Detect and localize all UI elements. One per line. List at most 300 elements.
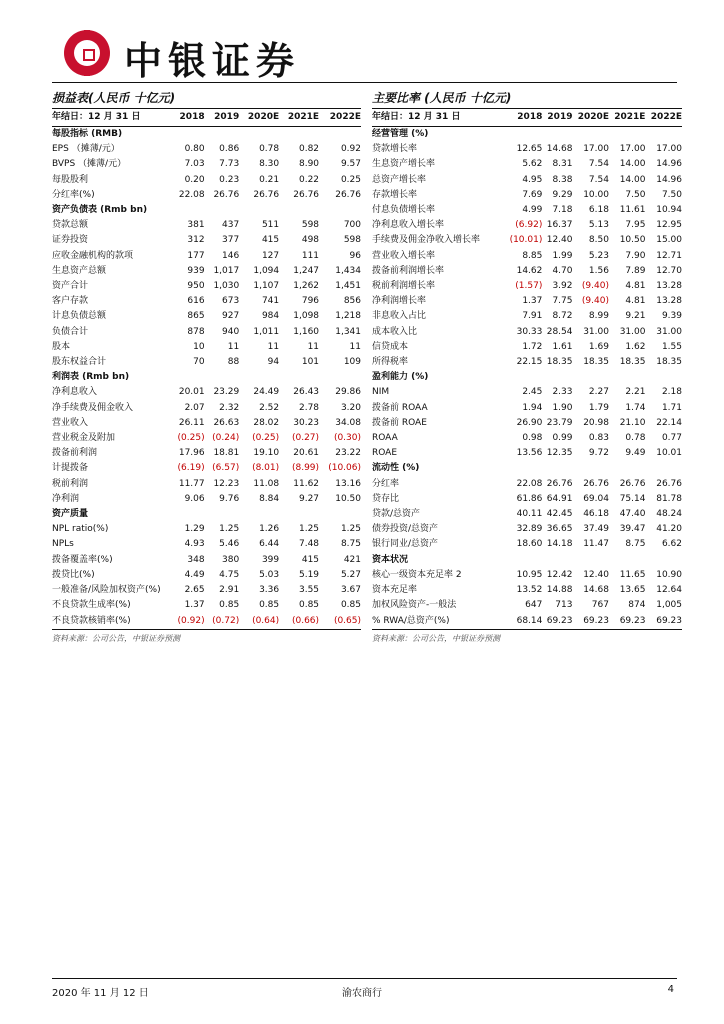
- value-cell: 7.50: [661, 189, 682, 200]
- value-cell: 10.90: [656, 569, 682, 580]
- value-cell: 26.76: [583, 478, 609, 489]
- value-cell: 18.35: [619, 357, 646, 368]
- table-row: [372, 173, 682, 188]
- value-cell: 4.70: [552, 265, 573, 276]
- value-cell: 69.23: [572, 614, 608, 630]
- value-cell: 8.75: [625, 539, 646, 550]
- header-divider: [52, 82, 677, 83]
- value-cell: 8.72: [552, 311, 573, 322]
- row-label: 计提拨备: [52, 463, 89, 474]
- table-row: [52, 401, 361, 416]
- value-cell: 1.25: [340, 524, 361, 535]
- value-cell: 381: [187, 220, 205, 231]
- value-cell: 10.95: [516, 569, 543, 580]
- value-cell: 1.25: [298, 524, 320, 535]
- value-cell: 20.01: [178, 387, 205, 398]
- table-row: [372, 340, 682, 355]
- section-header-row: [372, 461, 682, 476]
- table-row: [372, 233, 682, 248]
- value-cell: 111: [301, 250, 320, 261]
- page-number: 4: [667, 984, 674, 995]
- value-cell: 10.00: [583, 189, 609, 200]
- value-cell: 39.47: [619, 524, 646, 535]
- value-cell: 1,451: [335, 281, 361, 292]
- value-cell: 1.90: [552, 402, 573, 413]
- value-cell: 11.47: [583, 539, 609, 550]
- value-cell: 421: [343, 554, 361, 565]
- value-cell: 18.35: [546, 357, 573, 368]
- value-cell: 26.76: [293, 189, 320, 200]
- value-cell: (10.06): [328, 463, 361, 474]
- value-cell: 647: [525, 600, 543, 611]
- value-cell: 14.18: [546, 539, 573, 550]
- value-cell: 9.06: [184, 493, 205, 504]
- row-label: 营业收入: [52, 417, 89, 428]
- value-cell: 8.30: [259, 159, 280, 170]
- value-cell: 26.63: [213, 417, 240, 428]
- value-cell: 146: [222, 250, 240, 261]
- value-cell: 1.26: [259, 524, 280, 535]
- value-cell: 7.54: [588, 174, 609, 185]
- row-label: 付息负债增长率: [372, 205, 436, 216]
- value-cell: 26.43: [293, 387, 320, 398]
- table-row: [52, 309, 361, 324]
- value-cell: 14.00: [619, 174, 646, 185]
- row-label: 拨备覆盖率(%): [52, 554, 113, 565]
- table-row: [372, 598, 682, 613]
- table-row: [52, 522, 361, 537]
- table-row: [52, 385, 361, 400]
- value-cell: 5.46: [219, 539, 240, 550]
- table-row: [52, 188, 361, 203]
- value-cell: 498: [301, 235, 320, 246]
- section-header-row: [52, 127, 361, 143]
- value-cell: 0.78: [625, 433, 646, 444]
- row-label: 贷款/总资产: [372, 509, 421, 520]
- value-cell: 8.90: [298, 159, 320, 170]
- value-cell: 3.36: [259, 585, 280, 596]
- value-cell: 26.76: [335, 189, 361, 200]
- value-cell: 437: [222, 220, 240, 231]
- value-cell: 1,011: [253, 326, 280, 337]
- value-cell: 0.82: [298, 144, 320, 155]
- header-label-cell: 年结日：12 月 31 日: [52, 109, 170, 127]
- header-year-cell: 2022E: [319, 109, 361, 127]
- row-label: 税前利润增长率: [372, 281, 436, 292]
- section-label: 经营管理 (%): [372, 129, 429, 139]
- value-cell: 12.40: [583, 569, 609, 580]
- value-cell: 23.29: [213, 387, 240, 398]
- footer-company: 渝农商行: [342, 988, 382, 999]
- income-statement-source: 资料来源：公司公告，中银证券预测: [52, 633, 180, 643]
- table-row: [52, 492, 361, 507]
- value-cell: 14.00: [619, 159, 646, 170]
- value-cell: 7.90: [625, 250, 646, 261]
- value-cell: 20.61: [293, 448, 320, 459]
- value-cell: 1.25: [219, 524, 240, 535]
- table-row: [52, 249, 361, 264]
- value-cell: 0.77: [661, 433, 682, 444]
- table-row: [372, 264, 682, 279]
- header-year-cell: 2018: [504, 109, 542, 127]
- value-cell: (9.40): [581, 296, 609, 307]
- section-header-row: [372, 127, 682, 143]
- value-cell: 598: [343, 235, 361, 246]
- key-ratios-panel: [372, 90, 682, 644]
- row-label: 股本: [52, 341, 71, 352]
- value-cell: (10.01): [509, 235, 543, 246]
- row-label: 净利润: [52, 493, 80, 504]
- value-cell: 10: [193, 341, 205, 352]
- value-cell: 18.60: [516, 539, 543, 550]
- value-cell: 81.78: [656, 493, 682, 504]
- value-cell: 865: [187, 311, 205, 322]
- value-cell: 9.72: [588, 448, 609, 459]
- value-cell: 1.61: [552, 341, 573, 352]
- table-row: [372, 203, 682, 218]
- table-row: [372, 325, 682, 340]
- table-row: [372, 279, 682, 294]
- value-cell: 13.28: [656, 296, 682, 307]
- value-cell: 69.23: [645, 614, 682, 630]
- value-cell: 12.70: [656, 265, 682, 276]
- value-cell: 64.91: [546, 493, 573, 504]
- value-cell: 1.74: [625, 402, 646, 413]
- value-cell: 14.96: [656, 174, 682, 185]
- value-cell: 1.94: [522, 402, 543, 413]
- value-cell: 42.45: [546, 509, 573, 520]
- value-cell: 34.08: [335, 417, 361, 428]
- section-label: 资本状况: [372, 554, 409, 565]
- value-cell: 3.55: [298, 585, 320, 596]
- value-cell: 1,341: [335, 326, 361, 337]
- row-label: 拨备前利润增长率: [372, 265, 445, 276]
- value-cell: 10.50: [619, 235, 646, 246]
- value-cell: 7.18: [552, 205, 573, 216]
- value-cell: 69.23: [542, 614, 572, 630]
- value-cell: 9.76: [219, 493, 240, 504]
- value-cell: 9.49: [625, 448, 646, 459]
- table-header-row: [372, 109, 682, 127]
- value-cell: 2.27: [588, 387, 609, 398]
- table-row: [372, 522, 682, 537]
- table-row: [372, 416, 682, 431]
- value-cell: 0.85: [298, 600, 320, 611]
- value-cell: 8.75: [340, 539, 361, 550]
- value-cell: 61.86: [516, 493, 543, 504]
- table-row: [372, 249, 682, 264]
- table-row: [372, 294, 682, 309]
- income-statement-table: [52, 109, 361, 630]
- table-row: [52, 583, 361, 598]
- key-ratios-table: [372, 109, 682, 630]
- value-cell: 26.76: [253, 189, 280, 200]
- section-header-row: [52, 203, 361, 218]
- value-cell: 23.22: [335, 448, 361, 459]
- row-label: 非息收入占比: [372, 311, 427, 322]
- row-label: ROAE: [372, 448, 398, 459]
- row-label: 贷款总额: [52, 220, 89, 231]
- value-cell: 109: [343, 357, 361, 368]
- value-cell: 31.00: [619, 326, 646, 337]
- value-cell: 26.76: [213, 189, 240, 200]
- row-label: 一般准备/风险加权资产(%): [52, 585, 161, 596]
- value-cell: 927: [222, 311, 240, 322]
- value-cell: 10.01: [656, 448, 682, 459]
- value-cell: 26.76: [619, 478, 646, 489]
- value-cell: 13.52: [516, 585, 543, 596]
- table-row: [372, 477, 682, 492]
- table-row: [372, 188, 682, 203]
- header-year-cell: 2018: [170, 109, 205, 127]
- table-row: [52, 264, 361, 279]
- value-cell: 0.23: [219, 174, 240, 185]
- value-cell: 1,098: [293, 311, 320, 322]
- table-row: [52, 461, 361, 476]
- value-cell: 2.78: [298, 402, 320, 413]
- value-cell: 1.69: [588, 341, 609, 352]
- value-cell: 22.14: [656, 417, 682, 428]
- value-cell: 5.27: [340, 569, 361, 580]
- value-cell: 48.24: [656, 509, 682, 520]
- value-cell: 3.67: [340, 585, 361, 596]
- section-label: 资产负债表 (Rmb bn): [52, 205, 148, 216]
- value-cell: 9.57: [340, 159, 361, 170]
- value-cell: 26.76: [656, 478, 682, 489]
- header-year-cell: 2021E: [609, 109, 645, 127]
- row-label: 证券投资: [52, 235, 89, 246]
- value-cell: 69.04: [583, 493, 609, 504]
- row-label: 信贷成本: [372, 341, 409, 352]
- value-cell: 4.75: [219, 569, 240, 580]
- value-cell: 13.16: [335, 478, 361, 489]
- value-cell: 29.86: [335, 387, 361, 398]
- value-cell: (0.30): [333, 433, 361, 444]
- value-cell: 4.81: [625, 281, 646, 292]
- value-cell: 7.03: [184, 159, 205, 170]
- value-cell: 11.08: [253, 478, 280, 489]
- value-cell: 16.37: [546, 220, 573, 231]
- value-cell: 31.00: [583, 326, 609, 337]
- value-cell: 6.18: [588, 205, 609, 216]
- value-cell: 377: [222, 235, 240, 246]
- value-cell: 856: [343, 296, 361, 307]
- value-cell: 700: [343, 220, 361, 231]
- value-cell: 713: [555, 600, 573, 611]
- value-cell: 1,030: [213, 281, 240, 292]
- value-cell: 8.50: [588, 235, 609, 246]
- row-label: 净利息收入: [52, 387, 98, 398]
- value-cell: 47.40: [619, 509, 646, 520]
- value-cell: 22.08: [516, 478, 543, 489]
- value-cell: 17.00: [656, 144, 682, 155]
- row-label: 总资产增长率: [372, 174, 427, 185]
- value-cell: 11: [307, 341, 320, 352]
- value-cell: 1,160: [293, 326, 320, 337]
- table-row: [372, 507, 682, 522]
- table-row: [372, 157, 682, 172]
- value-cell: 12.23: [213, 478, 240, 489]
- value-cell: 4.93: [184, 539, 205, 550]
- header-year-cell: 2022E: [645, 109, 682, 127]
- value-cell: 7.75: [552, 296, 573, 307]
- value-cell: 11.77: [178, 478, 205, 489]
- value-cell: 2.33: [552, 387, 573, 398]
- table-row: [52, 568, 361, 583]
- row-label: 资本充足率: [372, 585, 418, 596]
- value-cell: 0.85: [259, 600, 280, 611]
- value-cell: 1,434: [335, 265, 361, 276]
- row-label: 每股股利: [52, 174, 89, 185]
- row-label: % RWA/总资产(%): [372, 614, 504, 630]
- value-cell: 11: [227, 341, 240, 352]
- row-label: 净手续费及佣金收入: [52, 402, 134, 413]
- table-row: [52, 157, 361, 172]
- value-cell: 1.99: [552, 250, 573, 261]
- value-cell: 878: [187, 326, 205, 337]
- table-header-row: [52, 109, 361, 127]
- value-cell: 1.72: [522, 341, 543, 352]
- value-cell: 741: [261, 296, 280, 307]
- value-cell: 8.85: [522, 250, 543, 261]
- key-ratios-source: 资料来源：公司公告，中银证券预测: [372, 633, 500, 643]
- value-cell: 7.89: [625, 265, 646, 276]
- value-cell: 8.31: [552, 159, 573, 170]
- value-cell: 2.07: [184, 402, 205, 413]
- row-label: 不良贷款核销率(%): [52, 614, 170, 630]
- table-row: [372, 431, 682, 446]
- value-cell: (8.01): [252, 463, 280, 474]
- value-cell: 1,247: [293, 265, 320, 276]
- section-label: 流动性 (%): [372, 463, 420, 474]
- value-cell: 9.29: [552, 189, 573, 200]
- table-row: [52, 325, 361, 340]
- value-cell: 348: [187, 554, 205, 565]
- value-cell: (6.19): [177, 463, 205, 474]
- value-cell: 11.62: [293, 478, 320, 489]
- value-cell: 18.35: [583, 357, 609, 368]
- row-label: 生息资产增长率: [372, 159, 436, 170]
- value-cell: (0.66): [279, 614, 319, 630]
- income-statement-title: 损益表(人民币 十亿元): [52, 90, 361, 109]
- value-cell: (9.40): [581, 281, 609, 292]
- row-label: 拨备前 ROAE: [372, 417, 427, 428]
- value-cell: 101: [301, 357, 320, 368]
- value-cell: 0.85: [219, 600, 240, 611]
- table-row: [52, 614, 361, 630]
- value-cell: 616: [187, 296, 205, 307]
- value-cell: 950: [187, 281, 205, 292]
- value-cell: 3.20: [340, 402, 361, 413]
- value-cell: 75.14: [619, 493, 646, 504]
- table-row: [372, 355, 682, 370]
- value-cell: 1.29: [184, 524, 205, 535]
- value-cell: (1.57): [515, 281, 543, 292]
- value-cell: 0.86: [219, 144, 240, 155]
- header-year-cell: 2019: [542, 109, 572, 127]
- value-cell: 18.81: [213, 448, 240, 459]
- row-label: 手续费及佣金净收入增长率: [372, 235, 481, 246]
- table-row: [372, 583, 682, 598]
- row-label: 存款增长率: [372, 189, 418, 200]
- income-statement-panel: [52, 90, 361, 644]
- value-cell: 7.91: [522, 311, 543, 322]
- value-cell: (0.25): [177, 433, 205, 444]
- value-cell: 2.52: [259, 402, 280, 413]
- row-label: 银行同业/总资产: [372, 539, 439, 550]
- row-label: 贷款增长率: [372, 144, 418, 155]
- table-row: [52, 233, 361, 248]
- value-cell: (6.92): [515, 220, 543, 231]
- value-cell: (0.27): [291, 433, 320, 444]
- table-row: [52, 340, 361, 355]
- value-cell: 312: [187, 235, 205, 246]
- row-label: 净利润增长率: [372, 296, 427, 307]
- value-cell: 12.42: [546, 569, 573, 580]
- value-cell: 127: [261, 250, 280, 261]
- value-cell: 767: [591, 600, 609, 611]
- row-label: 不良贷款生成率(%): [52, 600, 131, 611]
- value-cell: 0.98: [522, 433, 543, 444]
- value-cell: 26.76: [546, 478, 573, 489]
- value-cell: 8.38: [552, 174, 573, 185]
- value-cell: 37.49: [583, 524, 609, 535]
- value-cell: 11: [267, 341, 280, 352]
- row-label: 贷存比: [372, 493, 400, 504]
- value-cell: 7.69: [522, 189, 543, 200]
- row-label: 所得税率: [372, 357, 409, 368]
- value-cell: 31.00: [656, 326, 682, 337]
- value-cell: 15.00: [656, 235, 682, 246]
- value-cell: 0.22: [298, 174, 320, 185]
- value-cell: 1.55: [661, 341, 682, 352]
- header-year-cell: 2020E: [572, 109, 608, 127]
- value-cell: 984: [261, 311, 280, 322]
- key-ratios-title: 主要比率 (人民币 十亿元): [372, 90, 682, 109]
- value-cell: 1.71: [661, 402, 682, 413]
- value-cell: (8.99): [291, 463, 320, 474]
- value-cell: 1.56: [588, 265, 609, 276]
- value-cell: 1,218: [335, 311, 361, 322]
- value-cell: 6.62: [661, 539, 682, 550]
- value-cell: 1,094: [253, 265, 280, 276]
- value-cell: 10.94: [656, 205, 682, 216]
- row-label: 计息负债总额: [52, 311, 107, 322]
- header-year-cell: 2020E: [239, 109, 279, 127]
- value-cell: 7.48: [298, 539, 320, 550]
- table-row: [52, 218, 361, 233]
- value-cell: 13.28: [656, 281, 682, 292]
- value-cell: 24.49: [253, 387, 280, 398]
- value-cell: 41.20: [656, 524, 682, 535]
- value-cell: 399: [261, 554, 280, 565]
- value-cell: 40.11: [516, 509, 543, 520]
- value-cell: 874: [628, 600, 646, 611]
- section-label: 每股指标 (RMB): [52, 129, 123, 139]
- value-cell: 1.62: [625, 341, 646, 352]
- value-cell: 5.19: [298, 569, 320, 580]
- value-cell: (0.24): [212, 433, 240, 444]
- row-label: 分红率(%): [52, 189, 95, 200]
- value-cell: 8.84: [259, 493, 280, 504]
- table-row: [372, 309, 682, 324]
- row-label: 债券投资/总资产: [372, 524, 439, 535]
- value-cell: (0.92): [170, 614, 205, 630]
- value-cell: 30.23: [293, 417, 320, 428]
- value-cell: 5.62: [522, 159, 543, 170]
- value-cell: 1.79: [588, 402, 609, 413]
- row-label: BVPS （摊薄/元）: [52, 159, 127, 170]
